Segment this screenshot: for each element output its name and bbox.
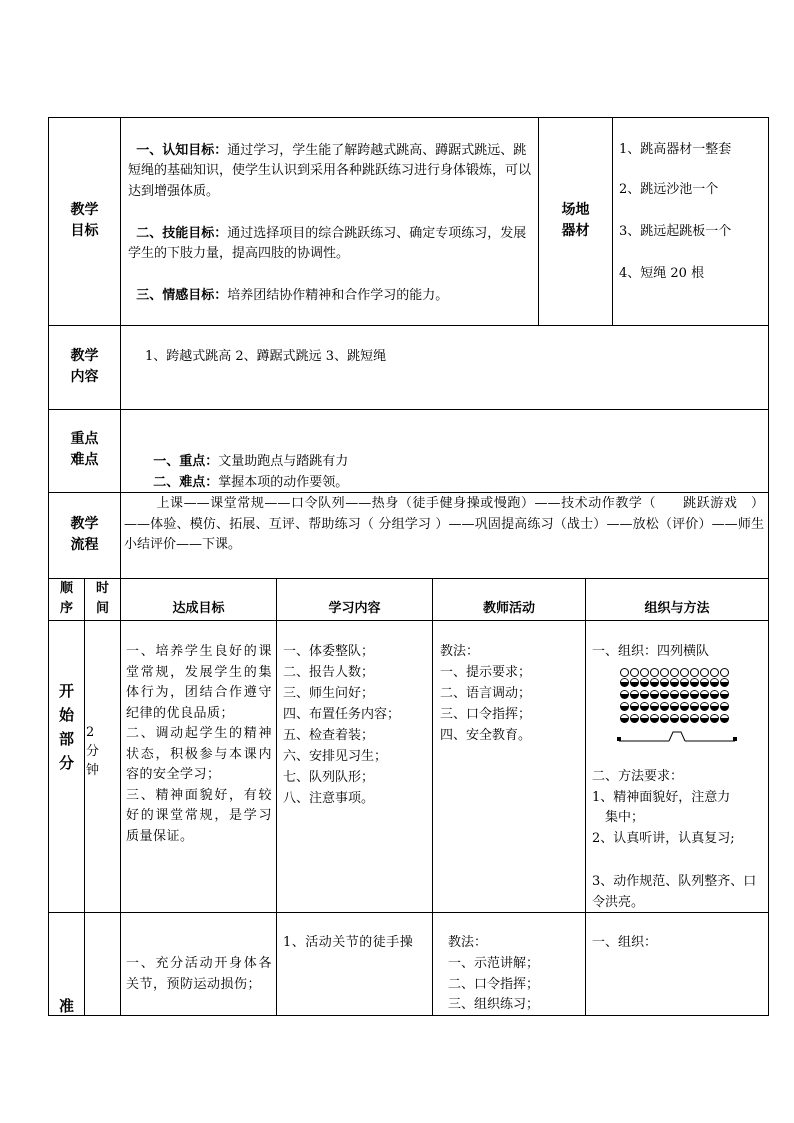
teacher-item: 二、语言调动； (440, 686, 532, 701)
start-goal-text: 一、培养学生良好的课堂常规，发展学生的集体行为，团结合作遵守纪律的优良品质； 二、调动起学生的精神状态，积极参与本课内容的安全学习； 三、精神面貌好，有较好的课堂常规，是学习质量保证。 (126, 644, 272, 844)
method-item: 集中； (592, 810, 645, 825)
key-point-text: 文量助跑点与踏跳有力 (218, 453, 349, 469)
equipment-item: 2、跳远沙池一个 (619, 182, 719, 197)
header-time: 时 间 (95, 581, 109, 616)
equipment-item: 3、跳远起跳板一个 (619, 224, 732, 239)
learning-item: 二、报告人数； (283, 665, 375, 680)
content-label: 教学 内容 (70, 348, 99, 385)
method-item: 1、精神面貌好，注意力 (592, 790, 731, 805)
learning-item: 八、注意事项。 (283, 791, 375, 806)
prep-org-text: 一、组织： (592, 935, 658, 950)
skill-goal-text: 通过选择项目的综合跳跃练习、确定专项练习，发展学生的下肢力量，提高四肢的协调性。 (128, 225, 527, 261)
prep-section-label: 准 (58, 997, 74, 1015)
prep-goal-text: 一、充分活动开身体各关节，预防运动损伤； (126, 956, 272, 992)
equipment-label: 场地 器材 (561, 202, 590, 239)
prep-learning-text: 1、活动关节的徒手操 (283, 935, 414, 950)
goals-block (128, 120, 532, 202)
content-text: 1、跨越式跳高 2、蹲踞式跳远 3、跳短绳 (145, 349, 387, 364)
keypoints-label: 重点 难点 (70, 431, 99, 468)
skill-goal-heading: 二、技能目标： (136, 225, 228, 241)
emotion-goal-text: 培养团结协作精神和合作学习的能力。 (227, 287, 449, 303)
equipment-item: 4、短绳 20 根 (619, 266, 705, 281)
learning-item: 五、检查着装； (283, 728, 375, 743)
teacher-item: 一、示范讲解； (448, 956, 540, 971)
teacher-item: 教法： (448, 935, 488, 950)
process-text: 上课——课堂常规——口令队列——热身（徒手健身操或慢跑）——技术动作教学（ 跳跃游戏 ）——体验、模仿、拓展、互评、帮助练习（ 分组学习 ）——巩固提高练习（战士）——放松（评价）——师生小结评价——下课。 (124, 496, 764, 552)
method-item: 3、动作规范、队列整齐、口令洪亮。 (592, 874, 757, 910)
learning-item: 四、布置任务内容； (283, 707, 401, 722)
teacher-item: 三、口令指挥； (440, 707, 532, 722)
teacher-item: 三、组织练习； (448, 997, 540, 1012)
start-section-time: 2 分 钟 (86, 725, 100, 778)
header-learning: 学习内容 (328, 601, 381, 616)
method-item: 2、认真听讲，认真复习; (592, 831, 735, 846)
header-organize: 组织与方法 (644, 601, 710, 616)
cognitive-goal-heading: 一、认知目标： (136, 142, 228, 158)
header-goal: 达成目标 (172, 601, 225, 616)
formation-diagram (617, 666, 737, 741)
start-section-label: 开 始 部 分 (58, 682, 74, 772)
header-order: 顺 序 (59, 581, 73, 616)
process-label: 教学 流程 (70, 516, 99, 553)
learning-item: 一、体委整队； (283, 644, 375, 659)
header-teacher: 教师活动 (482, 601, 535, 616)
key-point-heading: 一、重点： (153, 453, 219, 469)
difficulty-text: 掌握本项的动作要领。 (218, 474, 349, 490)
emotion-goal-heading: 三、情感目标： (136, 287, 228, 303)
learning-item: 七、队列队形； (283, 770, 375, 785)
learning-item: 三、师生问好； (283, 686, 375, 701)
teacher-item: 一、提示要求； (440, 665, 532, 680)
cognitive-goal-text: 通过学习，学生能了解跨越式跳高、蹲踞式跳远、跳短绳的基础知识，使学生认识到采用各种跳跃练习进行身体锻炼，可以达到增强体质。 (128, 142, 532, 199)
learning-item: 六、安排见习生； (283, 749, 388, 764)
teacher-item: 教法： (440, 644, 480, 659)
org-method-title: 二、方法要求： (592, 769, 684, 784)
org-title: 一、组织：四列横队 (592, 644, 710, 659)
teacher-item: 四、安全教育。 (440, 728, 532, 743)
difficulty-heading: 二、难点： (153, 474, 219, 490)
teacher-item: 二、口令指挥； (448, 977, 540, 992)
equipment-item: 1、跳高器材一整套 (619, 142, 732, 157)
teacher-marker (617, 726, 737, 746)
goals-label: 教学 目标 (70, 202, 99, 239)
